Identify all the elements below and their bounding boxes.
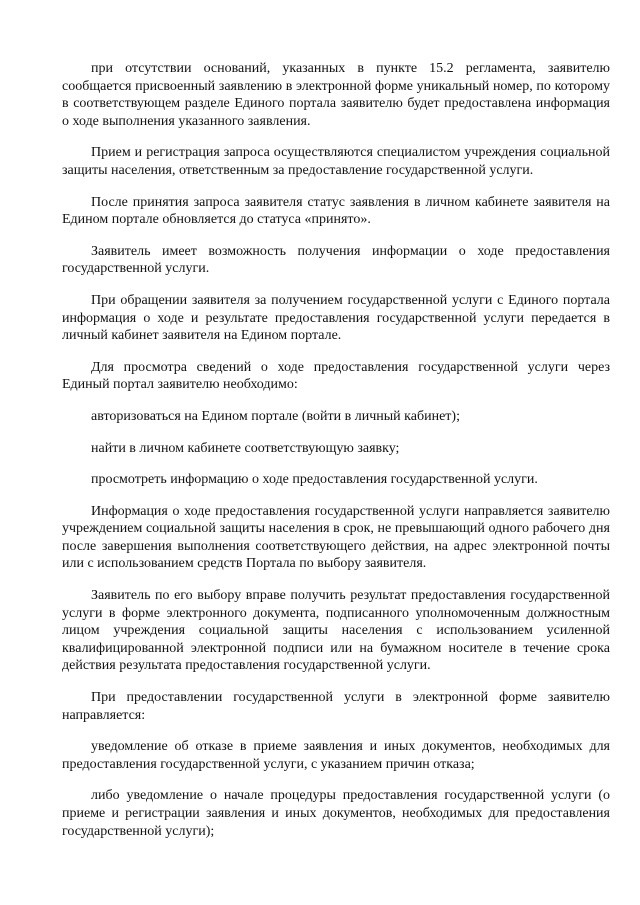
paragraph-electronic-notices: При предоставлении государственной услуги в электронной форме заявителю направляется: xyxy=(62,690,610,723)
paragraph-info-delivery: Информация о ходе предоставления государственной услуги направляется заявителю учреждением социальной защиты населения в срок, не превышающий одного рабочего дня после завершения выполнения соответствующего действия, на адрес электронной почты или с использованием средств Портала по выбору заявителя. xyxy=(62,503,610,572)
list-item-start-notice: либо уведомление о начале процедуры предоставления государственной услуги (о приеме и регистрации заявления и иных документов, необходимых для предоставления государственной услуги); xyxy=(62,788,610,839)
list-item-find-application: найти в личном кабинете соответствующую заявку; xyxy=(91,440,400,456)
paragraph-status-update: После принятия запроса заявителя статус заявления в личном кабинете заявителя на Едином портале обновляется до статуса «принято». xyxy=(62,194,610,228)
paragraph-reception-registration: Прием и регистрация запроса осуществляются специалистом учреждения социальной защиты населения, ответственным за предоставление государственной услуги. xyxy=(62,145,610,178)
list-item-refusal-notice: уведомление об отказе в приеме заявления и иных документов, необходимых для предоставления государственной услуги, с указанием причин отказа; xyxy=(62,739,610,772)
document-page xyxy=(62,60,610,854)
list-item-authorize: авторизоваться на Едином портале (войти в личный кабинет); xyxy=(91,408,460,424)
paragraph-viewing-steps-intro: Для просмотра сведений о ходе предоставления государственной услуги через Единый портал заявителю необходимо: xyxy=(62,359,610,393)
paragraph-result-form: Заявитель по его выбору вправе получить результат предоставления государственной услуги в форме электронного документа, подписанного уполномоченным должностным лицом учреждения социальной защиты населения с использованием усиленной квалифицированной электронной подписи или на бумажном носителе в течение срока действия результата предоставления государственной услуги. xyxy=(62,588,610,674)
paragraph-application-number: при отсутствии оснований, указанных в пункте 15.2 регламента, заявителю сообщается присвоенный заявлению в электронной форме уникальный номер, по которому в соответствующем разделе Единого портала заявителю будет предоставлена информация о ходе выполнения указанного заявления. xyxy=(62,61,610,129)
list-item-view-info: просмотреть информацию о ходе предоставления государственной услуги. xyxy=(91,472,538,488)
paragraph-portal-request: При обращении заявителя за получением государственной услуги с Единого портала информация о ходе и результате предоставления государственной услуги передается в личный кабинет заявителя на Едином портале. xyxy=(62,292,610,344)
paragraph-info-possibility: Заявитель имеет возможность получения информации о ходе предоставления государственной услуги. xyxy=(62,243,610,277)
